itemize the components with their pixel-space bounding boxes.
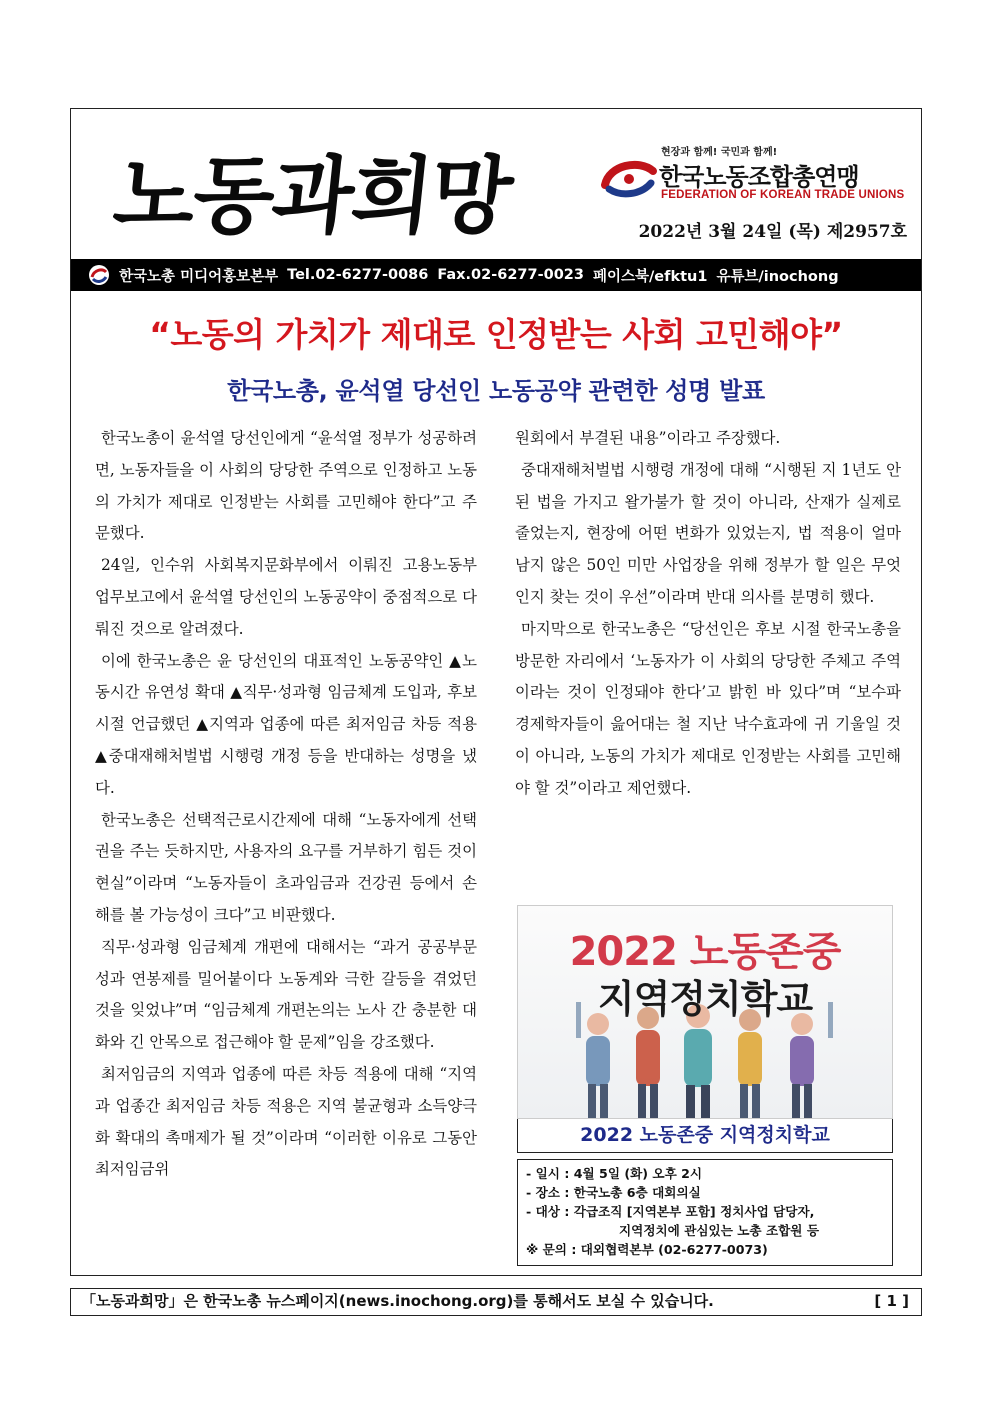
article-paragraph: 최저임금의 지역과 업종에 따른 차등 적용에 대해 “지역과 업종간 최저임금 차등 적용은 지역 불균형과 소득양극화 확대의 촉매제가 될 것”이라며 “이러한 이유로 그동안 최저임금위 (95, 1064, 477, 1179)
article-paragraph: 24일, 인수위 사회복지문화부에서 이뤄진 고용노동부 업무보고에서 윤석열 당선인의 노동공약이 중점적으로 다뤄진 것으로 알려졌다. (95, 556, 477, 638)
newsletter-frame (70, 108, 922, 1276)
footer-text: 「노동과희망」은 한국노총 뉴스페이지(news.inochong.org)를 통해서도 보실 수 있습니다. (81, 1292, 714, 1310)
article-paragraph: 이에 한국노총은 윤 당선인의 대표적인 노동공약인 ▲노동시간 유연성 확대 ▲직무·성과형 임금체계 도입과, 후보 시절 언급했던 ▲지역과 업종에 따른 최저임금 차등 적용 ▲중대재해처벌법 시행령 개정 등을 반대하는 성명을 냈다. (95, 651, 477, 797)
article-column-left (95, 423, 477, 1186)
promo-target: - 대상 : 각급조직 [지역본부 포함] 정치사업 담당자, (526, 1204, 815, 1219)
masthead (71, 109, 921, 259)
article-paragraph: 직무·성과형 임금체계 개편에 대해서는 “과거 공공부문 성과 연봉제를 밀어붙이다 노동계와 극한 갈등을 겪었던 것을 잊었냐”며 “임금체계 개편논의는 노사 간 충분한 대화와 긴 안목으로 접근해야 할 문제”임을 강조했다. (95, 937, 477, 1052)
promo-date: - 일시 : 4월 5일 (화) 오후 2시 (526, 1166, 703, 1181)
newsletter-title: 노동과희망 (109, 146, 516, 245)
fktu-logo-icon (599, 155, 657, 199)
article-paragraph: 중대재해처벌법 시행령 개정에 대해 “시행된 지 1년도 안 된 법을 가지고 왈가불가 할 것이 아니라, 산재가 실제로 줄었는지, 현장에 어떤 변화가 있었는지, 법 적용이 얼마 남지 않은 50인 미만 사업장을 위해 정부가 할 일은 무엇인지 찾는 것이 우선”이라며 반대 의사를 분명히 했다. (515, 460, 901, 606)
page-number: [ 1 ] (874, 1292, 909, 1310)
promo-contact: ※ 문의 : 대외협력본부 (02-6277-0073) (526, 1242, 768, 1257)
contact-tel: Tel.02-6277-0086 (287, 267, 429, 283)
article-paragraph: 원회에서 부결된 내용”이라고 주장했다. (515, 429, 781, 447)
article-headline: “노동의 가치가 제대로 인정받는 사회 고민해야” (149, 315, 843, 354)
article-column-right (515, 423, 901, 805)
promo-info (517, 1159, 893, 1266)
contact-fax: Fax.02-6277-0023 (437, 267, 584, 283)
promo-target-cont: 지역정치에 관심있는 노총 조합원 등 (619, 1223, 820, 1238)
fktu-mini-logo-icon (89, 265, 109, 285)
article-subhead: 한국노총, 윤석열 당선인 노동공약 관련한 성명 발표 (227, 377, 765, 405)
contact-facebook: 페이스북/efktu1 (592, 268, 708, 285)
promo-box (517, 905, 893, 1266)
contact-dept: 한국노총 미디어홍보본부 (119, 268, 279, 285)
issue-date: 2022년 3월 24일 (목) 제2957호 (638, 222, 907, 242)
article-paragraph: 한국노총은 선택적근로시간제에 대해 “노동자에게 선택권을 주는 듯하지만, 사용자의 요구를 거부하기 힘든 것이 현실”이라며 “노동자들이 초과임금과 건강권 등에서 손해를 볼 가능성이 크다”고 비판했다. (95, 810, 477, 924)
footer (70, 1288, 922, 1316)
promo-image (517, 905, 893, 1119)
promo-image-line1: 2022 노동존중 (569, 929, 841, 975)
org-slogan: 현장과 함께! 국민과 함께! (661, 147, 778, 158)
contact-youtube: 유튜브/inochong (716, 268, 839, 285)
contact-bar (71, 259, 921, 291)
article-paragraph: 한국노총이 윤석열 당선인에게 “윤석열 정부가 성공하려면, 노동자들을 이 사회의 당당한 주역으로 인정하고 노동의 가치가 제대로 인정받는 사회를 고민해야 한다”고 주문했다. (95, 429, 477, 543)
promo-place: - 장소 : 한국노총 6층 대회의실 (526, 1185, 701, 1200)
org-name-ko: 한국노동조합총연맹 (659, 163, 859, 191)
promo-image-line2: 지역정치학교 (597, 977, 813, 1021)
article-paragraph: 마지막으로 한국노총은 “당선인은 후보 시절 한국노총을 방문한 자리에서 ‘노동자가 이 사회의 당당한 주체고 주역이라는 것이 인정돼야 한다’고 밝힌 바 있다”며 “보수파 경제학자들이 읊어대는 철 지난 낙수효과에 귀 기울일 것이 아니라, 노동의 가치가 제대로 인정받는 사회를 고민해야 할 것”이라고 제언했다. (515, 619, 901, 797)
org-name-en: FEDERATION OF KOREAN TRADE UNIONS (661, 189, 905, 201)
promo-caption: 2022 노동존중 지역정치학교 (517, 1119, 893, 1153)
